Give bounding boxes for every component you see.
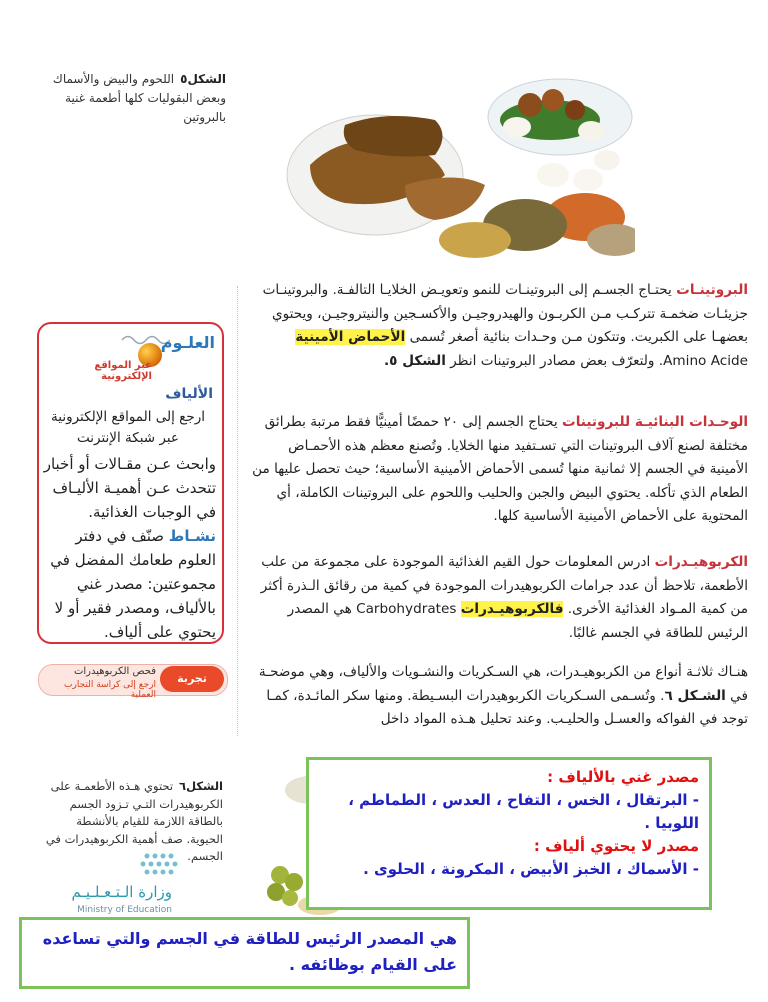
proteins-term: البروتينـات xyxy=(676,282,748,298)
building-units-text: يحتاج الجسم إلى ٢٠ حمضًا أمينيًّا فقط مرتبة بطرائق مختلفة لصنع آلاف البروتينات التي تسـتفيد منها الخلايا. وتُصنع معظم هذه الأحمـاض الأمينية في الجسم إلا ثمانية منها تُسمى الأحماض الأمينية الأساسية؛ حيث تحصل عليها من الطعام الذي تأكله. يحتوي البيض والجبن والحليب واللحوم على البروتينات الكاملة، أي المحتوية على الأحماض الأمينية الأساسية كلها. xyxy=(252,414,748,524)
fiber-search-text: وابحث عـن مقـالات أو أخبار تتحدث عـن أهميـة الأليـاف في الوجبات الغذائية. xyxy=(43,455,216,521)
fiber-rich-list-continued: اللوبيا . xyxy=(644,814,699,832)
fiber-heading: الألياف xyxy=(165,386,213,402)
science-box-subtitle: عبر المواقع الإلكترونية xyxy=(94,360,152,382)
experiment-title: فحص الكربوهيدرات xyxy=(73,666,156,677)
building-units-term: الوحـدات البنائيـة للبروتينات xyxy=(562,414,748,430)
proteins-text-1: يحتـاج الجسـم إلى البروتينـات للنمو وتعويـض الخلايـا التالفـة. والبروتينـات جزيئـات ضخمـة تتركـب مـن الكربـون والهيدروجيـن والأكسـجين والنيتروجيـن، ويحتوي بعضهـا على الكبريت. وتتكون مـن وحـدات بنائية أصغر تُسمى xyxy=(262,282,748,345)
carbohydrates-text-2: Carbohydrates هي المصدر الرئيس للطاقة في الجسم غالبًا. xyxy=(287,601,748,641)
amino-acids-highlight: الأحماض الأمينية xyxy=(295,329,406,345)
activity-body: صنّف في دفتر العلوم طعامك المفضل في مجموعتين: مصدر غني بالألياف، ومصدر فقير أو لا يحتوي على ألياف. xyxy=(50,527,216,641)
figure6-caption-text: تحتوي هـذه الأطعمـة على الكربوهيدرات التـي تـزود الجسم بالطاقة اللازمة للقيام بالأنشطة الحيوية. صف أهمية الكربوهيدرات في الجسم. xyxy=(45,779,223,863)
carbohydrates-term: الكربوهيـدرات xyxy=(654,554,748,570)
fiber-rich-list: - البرتقال ، الخس ، التفاح ، العدس ، الطماطم ، xyxy=(348,791,699,809)
carbohydrate-types-paragraph xyxy=(248,661,748,732)
proteins-text-2: Amino Acide. ولتعرّف بعض مصادر البروتينات انظر xyxy=(445,352,748,369)
no-fiber-list: - الأسماك ، الخبز الأبيض ، المكرونة ، الحلوى . xyxy=(363,860,699,878)
figure5-caption xyxy=(40,70,226,127)
figure6-label: الشكل٦ xyxy=(179,779,223,793)
fiber-sources-note xyxy=(306,757,712,910)
figure6-reference: الشـكل ٦ xyxy=(664,687,726,704)
experiment-badge[interactable]: تجربة عملية xyxy=(160,666,224,692)
figure5-reference: الشكل ٥. xyxy=(384,352,446,369)
carbohydrates-paragraph xyxy=(248,551,748,645)
fiber-instruction: ارجع إلى المواقع الإلكترونية عبر شبكة الإنترنت xyxy=(51,409,205,446)
activity-text xyxy=(42,524,216,644)
figure5-caption-text: اللحوم والبيض والأسماك وبعض البقوليات كلها أطعمة غنية بالبروتين xyxy=(52,72,226,124)
no-fiber-heading: مصدر لا يحتوي ألياف : xyxy=(533,837,699,855)
carbohydrates-text-1: ادرس المعلومات حول القيم الغذائية الموجودة على مجموعة من علب الأطعمة، تلاحظ أن عدد جرامات الكربوهيدرات الموجودة في كمية من رقائق الـذرة أكثر من كمية المـواد الغذائية الأخرى. xyxy=(260,554,748,617)
figure5-food-image xyxy=(285,75,635,260)
carbohydrates-highlight: فالكربوهيـدرات xyxy=(460,601,564,617)
activity-keyword: نشـاط xyxy=(168,527,216,545)
column-divider xyxy=(237,286,238,736)
figure5-label: الشكل٥ xyxy=(180,72,226,86)
protein-building-units-paragraph xyxy=(248,411,748,529)
proteins-paragraph xyxy=(248,279,748,373)
experiment-subtitle: ارجع إلى كراسة التجارب العملية xyxy=(64,680,156,700)
ministry-name-english: Ministry of Education xyxy=(77,905,172,915)
types-text-2: . وتُسـمى السـكريات الكربوهيدرات البسـيطة. ومنها سكر المائـدة، كمـا توجد في الفواكه والعسـل والحليـب. وعند تحليل هـذه المواد داخل xyxy=(266,687,748,727)
science-box-title: العلـوم xyxy=(160,333,215,352)
fiber-rich-heading: مصدر غني بالألياف : xyxy=(547,768,699,786)
types-text-1: هنـاك ثلاثـة أنواع من الكربوهيـدرات، هي السـكريات والنشـويات والألياف، وهي موضحـة في xyxy=(258,664,748,704)
ministry-name-arabic: وزارة الـتـعـلـيـم xyxy=(71,883,172,901)
carbohydrate-answer-note xyxy=(19,917,470,989)
carbohydrate-answer-text: هي المصدر الرئيس للطاقة في الجسم والتي تساعده على القيام بوظائفه . xyxy=(42,929,457,974)
